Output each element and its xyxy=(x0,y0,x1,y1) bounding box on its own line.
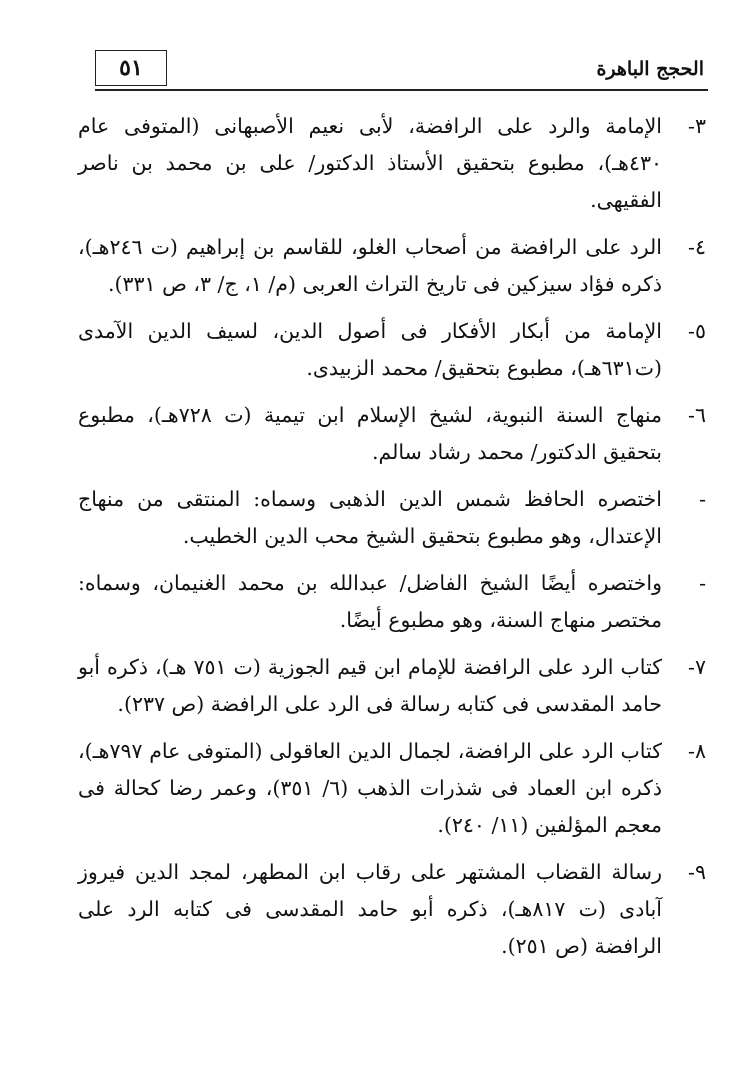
list-item xyxy=(78,854,706,965)
entry-text: الإمامة من أبكار الأفكار فى أصول الدين، لسيف الدين الآمدى (ت٦٣١هـ)، مطبوع بتحقيق/ محمد الزبيدى. xyxy=(78,319,662,380)
header-divider xyxy=(95,89,708,91)
entry-number: ٦- xyxy=(688,403,706,427)
entry-number: ٧- xyxy=(688,655,706,679)
list-item xyxy=(78,649,706,723)
list-item xyxy=(78,397,706,471)
bibliography-list xyxy=(78,108,706,975)
list-item xyxy=(78,733,706,844)
entry-text: كتاب الرد على الرافضة، لجمال الدين العاقولى (المتوفى عام ٧٩٧هـ)، ذكره ابن العماد فى شذرات الذهب (٦/ ٣٥١)، وعمر رضا كحالة فى معجم المؤلفين (١١/ ٢٤٠). xyxy=(78,739,662,837)
entry-text: رسالة القضاب المشتهر على رقاب ابن المطهر، لمجد الدين فيروز آبادى (ت ٨١٧هـ)، ذكره أبو حامد المقدسى فى كتابه الرد على الرافضة (ص ٢٥١). xyxy=(78,860,662,958)
list-item xyxy=(78,108,706,219)
entry-number: ٨- xyxy=(688,739,706,763)
entry-number: ٩- xyxy=(688,860,706,884)
entry-number: ٥- xyxy=(688,319,706,343)
entry-number: ٤- xyxy=(688,235,706,259)
page-header xyxy=(95,50,708,90)
list-item xyxy=(78,565,706,639)
entry-text: منهاج السنة النبوية، لشيخ الإسلام ابن تيمية (ت ٧٢٨هـ)، مطبوع بتحقيق الدكتور/ محمد رشاد سالم. xyxy=(78,403,662,464)
book-title: الحجج الباهرة xyxy=(596,58,704,80)
entry-dash: - xyxy=(699,487,706,511)
entry-text: الرد على الرافضة من أصحاب الغلو، للقاسم بن إبراهيم (ت ٢٤٦هـ)، ذكره فؤاد سيزكين فى تاريخ التراث العربى (م/ ١، ج/ ٣، ص ٣٣١). xyxy=(78,235,662,296)
entry-text: واختصره أيضًا الشيخ الفاضل/ عبدالله بن محمد الغنيمان، وسماه: مختصر منهاج السنة، وهو مطبوع أيضًا. xyxy=(78,571,662,632)
entry-text: كتاب الرد على الرافضة للإمام ابن قيم الجوزية (ت ٧٥١ هـ)، ذكره أبو حامد المقدسى فى كتابه رسالة فى الرد على الرافضة (ص ٢٣٧). xyxy=(78,655,662,716)
list-item xyxy=(78,481,706,555)
list-item xyxy=(78,229,706,303)
entry-text: اختصره الحافظ شمس الدين الذهبى وسماه: المنتقى من منهاج الإعتدال، وهو مطبوع بتحقيق الشيخ محب الدين الخطيب. xyxy=(78,487,662,548)
entry-dash: - xyxy=(699,571,706,595)
entry-text: الإمامة والرد على الرافضة، لأبى نعيم الأصبهانى (المتوفى عام ٤٣٠هـ)، مطبوع بتحقيق الأستاذ الدكتور/ على بن محمد بن ناصر الفقيهى. xyxy=(78,114,662,212)
list-item xyxy=(78,313,706,387)
page-number: ٥١ xyxy=(95,50,167,86)
entry-number: ٣- xyxy=(688,114,706,138)
